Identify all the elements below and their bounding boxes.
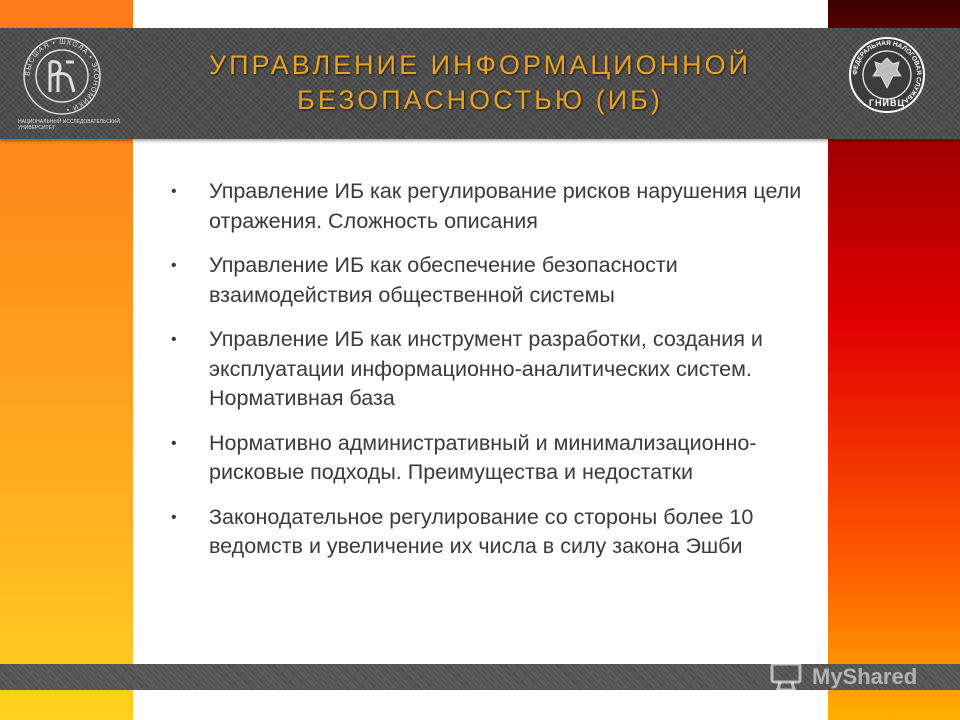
bullet-text: Управление ИБ как регулирование рисков нарушения цели отражения. Сложность описания bbox=[209, 179, 802, 233]
slide-title bbox=[150, 48, 810, 118]
hse-ring-text: ВЫСШАЯ • ШКОЛА • ЭКОНОМИКИ • bbox=[24, 38, 100, 113]
list-item bbox=[165, 503, 805, 562]
watermark-text: MyShared bbox=[812, 664, 918, 689]
bullet-dot: • bbox=[171, 257, 177, 274]
bullet-text: Управление ИБ как обеспечение безопасности взаимодействия общественной системы bbox=[209, 253, 678, 307]
bullet-text: Нормативно административный и минимализационно-рисковые подходы. Преимущества и недостатки bbox=[209, 430, 757, 484]
list-item bbox=[165, 177, 805, 236]
myshared-logo-icon bbox=[768, 658, 806, 694]
bullet-list-container bbox=[165, 177, 805, 577]
bullet-dot: • bbox=[171, 183, 177, 200]
bullet-text: Законодательное регулирование со стороны более 10 ведомств и увеличение их числа в силу закона Эшби bbox=[209, 504, 754, 558]
bullet-dot: • bbox=[171, 508, 177, 526]
hse-caption-line1: НАЦИОНАЛЬНЫЙ ИССЛЕДОВАТЕЛЬСКИЙ bbox=[18, 119, 120, 125]
slide-header bbox=[0, 28, 960, 139]
hse-logo bbox=[18, 34, 138, 134]
fns-ring-text: ФЕДЕРАЛЬНАЯ НАЛОГОВАЯ СЛУЖБА bbox=[851, 39, 923, 105]
list-item bbox=[165, 325, 805, 414]
slide-title-line2: БЕЗОПАСНОСТЬЮ (ИБ) bbox=[297, 85, 663, 115]
bullet-dot: • bbox=[171, 331, 177, 348]
fns-logo bbox=[848, 36, 926, 126]
slide-title-line1: УПРАВЛЕНИЕ ИНФОРМАЦИОННОЙ bbox=[208, 50, 752, 80]
bullet-text: Управление ИБ как инструмент разработки, создания и эксплуатации информационно-аналитических систем. Нормативная база bbox=[209, 327, 763, 410]
hse-caption-line2: УНИВЕРСИТЕТ bbox=[18, 125, 55, 131]
fns-org-name: ГНИВЦ bbox=[868, 98, 906, 108]
hse-caption bbox=[18, 119, 136, 131]
myshared-watermark[interactable] bbox=[768, 656, 938, 696]
list-item bbox=[165, 429, 805, 488]
bullet-dot: • bbox=[171, 434, 177, 452]
hse-emblem-icon bbox=[18, 34, 118, 118]
bullet-list bbox=[165, 177, 805, 562]
list-item bbox=[165, 251, 805, 310]
